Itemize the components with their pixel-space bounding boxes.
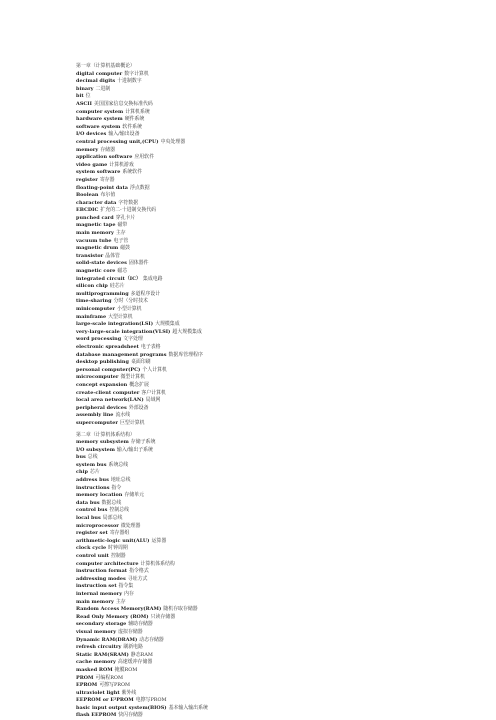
entry-definition: 数据总线 [101, 499, 122, 506]
entry-term: control unit [76, 553, 109, 559]
entry-term: Boolean [76, 192, 99, 199]
glossary-entry [76, 576, 476, 584]
entry-term: main memory [76, 230, 114, 237]
entry-definition: 寻址方式 [127, 575, 148, 582]
entry-definition: 虚拟存储器 [118, 628, 143, 635]
entry-term: electronic spreadsheet [76, 343, 139, 350]
glossary-entry [76, 545, 476, 553]
entry-term: hardware system [76, 116, 123, 123]
entry-definition: 流水线 [115, 412, 131, 419]
entry-term: character data [76, 199, 117, 206]
entry-definition: 扩充的二-十进制交换代码 [100, 207, 157, 214]
entry-definition: 电子表格 [140, 343, 161, 350]
entry-definition: 存储器 [100, 146, 115, 153]
glossary-entry [76, 230, 476, 238]
glossary-entry [76, 215, 476, 223]
glossary-entry [76, 523, 476, 531]
entry-definition: 计算机游戏 [109, 161, 134, 168]
glossary-entry [76, 507, 476, 515]
entry-term: masked ROM [76, 666, 113, 673]
entry-term: magnetic drum [76, 245, 119, 252]
entry-definition: 地址总线 [110, 477, 131, 484]
entry-term: PROM [76, 674, 94, 681]
entry-definition: 内存 [124, 590, 134, 597]
entry-term: ASCII [76, 100, 92, 107]
entry-definition: 磁芯 [117, 268, 128, 275]
entry-definition: 美国国家信息交换标准代码 [93, 100, 153, 107]
glossary-entry [76, 177, 476, 185]
entry-term: floating-point data [76, 184, 128, 191]
entry-term: local bus [76, 515, 101, 522]
entry-term: large-scale integration(LSI) [76, 321, 154, 328]
entry-term: mainframe [76, 313, 107, 320]
glossary-entry [76, 621, 476, 629]
glossary-body [76, 63, 476, 720]
entry-term: memory location [76, 492, 123, 499]
entry-term: vacuum tube [76, 237, 112, 244]
entry-term: main memory [76, 598, 114, 605]
entry-definition: 分时（分时技术 [113, 298, 148, 305]
glossary-entry [76, 321, 476, 329]
entry-definition: 字符数据 [118, 199, 139, 206]
entry-term: integrated circuit（IC） [76, 275, 141, 282]
glossary-entry [76, 298, 476, 306]
entry-term: microprocessor [76, 522, 119, 529]
entry-definition: 指令格式 [129, 568, 149, 575]
entry-definition: 时钟周期 [108, 545, 128, 552]
section-heading: 第一章（计算机基础概论） [76, 63, 135, 69]
glossary-entry [76, 268, 476, 276]
entry-term: Read Only Memory (ROM) [76, 613, 149, 620]
entry-term: transistor [76, 252, 104, 259]
entry-definition: 静态RAM [130, 651, 153, 658]
entry-definition: 随机存取存储器 [163, 606, 198, 613]
entry-definition: 系统软件 [122, 169, 142, 176]
entry-definition: 电子管 [113, 237, 129, 244]
glossary-entry [76, 712, 476, 720]
glossary-entry [76, 667, 476, 675]
glossary-entry [76, 500, 476, 508]
entry-term: memory subsystem [76, 439, 129, 446]
glossary-entry [76, 86, 476, 94]
glossary-entry [76, 359, 476, 367]
entry-definition: 超大规模集成 [172, 328, 202, 335]
glossary-entry [76, 238, 476, 246]
entry-definition: 只读存储器 [150, 613, 176, 620]
glossary-entry [76, 154, 476, 162]
glossary-entry [76, 260, 476, 268]
entry-definition: 刷新电路 [123, 644, 143, 651]
entry-definition: 存储子系统 [130, 439, 156, 446]
glossary-entry [76, 405, 476, 413]
glossary-entry [76, 306, 476, 314]
entry-term: system software [76, 169, 121, 176]
glossary-entry [76, 344, 476, 352]
glossary-entry [76, 477, 476, 485]
glossary-entry [76, 515, 476, 523]
entry-term: multiprogramming [76, 290, 129, 297]
entry-term: local area network(LAN) [76, 397, 144, 404]
entry-definition: 指令 [111, 484, 122, 491]
glossary-entry [76, 538, 476, 546]
glossary-entry [76, 591, 476, 599]
entry-definition: 基本输入输出系统 [168, 704, 208, 711]
entry-term: very-large-scale integration(VLSI) [76, 328, 171, 335]
entry-term: addressing modes [76, 575, 126, 582]
entry-definition: 晶体管 [105, 252, 120, 259]
entry-definition: 计算机系统 [125, 108, 150, 115]
entry-term: secondary storage [76, 621, 127, 628]
entry-term: binary [76, 85, 94, 92]
entry-definition: 二进制 [95, 85, 111, 92]
entry-definition: 软件系统 [122, 123, 142, 130]
glossary-entry [76, 412, 476, 420]
glossary-entry [76, 454, 476, 462]
entry-definition: 桌面印刷 [130, 359, 151, 366]
entry-definition: 大规模集成 [155, 321, 180, 328]
entry-term: bit [76, 93, 84, 100]
glossary-entry [76, 93, 476, 101]
entry-definition: 硅芯片 [109, 283, 125, 290]
entry-term: ultraviolet light [76, 689, 120, 696]
entry-definition: 寄存器 [99, 176, 115, 183]
entry-term: Random Access Memory(RAM) [76, 606, 162, 613]
entry-definition: 布尔值 [100, 192, 116, 199]
glossary-entry [76, 697, 476, 705]
entry-definition: 数字计算机 [124, 70, 149, 77]
entry-definition: 集成电路 [142, 275, 163, 282]
entry-definition: 芯片 [89, 469, 100, 476]
glossary-entry [76, 568, 476, 576]
entry-term: time-sharing [76, 298, 112, 305]
entry-definition: 紫外线 [121, 689, 137, 696]
glossary-entry [76, 139, 476, 147]
entry-definition: 位 [85, 93, 91, 100]
entry-definition: 数据库管理程序 [168, 351, 203, 358]
entry-term: register [76, 176, 98, 183]
entry-term: peripheral devices [76, 404, 127, 411]
entry-definition: 输入/输出设备 [108, 131, 140, 138]
section-heading: 第二章（计算机体系结构） [76, 431, 135, 438]
entry-term: decimal digits [76, 78, 116, 85]
entry-definition: 辅助存储器 [128, 621, 153, 628]
entry-definition: 运算器 [151, 537, 167, 544]
glossary-entry [76, 131, 476, 139]
entry-definition: 动态存储器 [139, 636, 164, 643]
entry-term: control bus [76, 507, 108, 514]
glossary-entry [76, 78, 476, 86]
entry-term: computer system [76, 108, 124, 115]
entry-term: EEPROM or E²PROM [76, 697, 134, 704]
glossary-entry [76, 390, 476, 398]
glossary-entry [76, 336, 476, 344]
entry-definition: 高速缓冲存储器 [117, 659, 153, 666]
entry-definition: 输入/输出子系统 [116, 446, 153, 453]
glossary-entry [76, 469, 476, 477]
glossary-entry [76, 245, 476, 253]
entry-definition: 控制总线 [109, 507, 130, 514]
entry-term: I/O devices [76, 131, 107, 138]
entry-term: desktop publishing [76, 359, 129, 366]
entry-definition: 主存 [115, 230, 126, 237]
glossary-entry [76, 629, 476, 637]
entry-term: concept expansion [76, 381, 128, 388]
entry-term: word processing [76, 336, 122, 343]
glossary-entry [76, 644, 476, 652]
entry-definition: 微型计算机 [120, 374, 146, 381]
glossary-entry [76, 439, 476, 447]
entry-term: arithmetic-logic unit(ALU) [76, 537, 150, 544]
glossary-entry [76, 606, 476, 614]
entry-definition: 中央处理器 [160, 138, 186, 145]
entry-term: create-client computer [76, 389, 140, 396]
glossary-entry [76, 374, 476, 382]
entry-term: I/O subsystem [76, 446, 115, 453]
entry-definition: 控制器 [110, 553, 126, 559]
entry-definition: 个人计算机 [142, 366, 167, 373]
entry-definition: 局域网 [145, 397, 161, 404]
entry-definition: 客户计算机 [141, 389, 166, 396]
entry-definition: 局部总线 [102, 515, 123, 522]
glossary-entry [76, 382, 476, 390]
glossary-entry [76, 705, 476, 713]
entry-term: cache memory [76, 659, 116, 666]
glossary-entry [76, 283, 476, 291]
entry-term: silicon chip [76, 283, 108, 290]
glossary-entry [76, 116, 476, 124]
entry-term: central processing unit,(CPU) [76, 138, 159, 145]
glossary-entry [76, 659, 476, 667]
entry-term: application software [76, 154, 133, 161]
entry-definition: 磁鼓 [120, 245, 131, 252]
entry-term: bus [76, 454, 86, 461]
entry-term: clock cycle [76, 545, 107, 552]
entry-definition: 多道程序设计 [130, 290, 161, 297]
entry-term: instruction set [76, 583, 117, 590]
entry-term: visual memory [76, 628, 117, 635]
glossary-entry [76, 583, 476, 591]
glossary-entry [76, 553, 476, 561]
entry-definition: 指令集 [118, 583, 134, 590]
entry-definition: 概念扩展 [129, 381, 149, 388]
glossary-entry [76, 147, 476, 155]
entry-term: EPROM [76, 682, 98, 689]
glossary-entry [76, 169, 476, 177]
glossary-entry [76, 492, 476, 500]
entry-term: personal computer(PC) [76, 366, 141, 373]
glossary-entry [76, 397, 476, 405]
glossary-entry [76, 462, 476, 470]
glossary-entry [76, 530, 476, 538]
glossary-entry [76, 276, 476, 284]
entry-definition: 大型计算机 [108, 313, 133, 320]
entry-definition: 存储单元 [124, 492, 145, 499]
entry-term: video game [76, 161, 108, 168]
entry-term: database management programs [76, 351, 167, 358]
entry-term: computer architecture [76, 560, 139, 567]
entry-term: microcomputer [76, 374, 119, 381]
entry-definition: 固体器件 [128, 260, 149, 267]
glossary-entry [76, 222, 476, 230]
entry-term: register set [76, 530, 108, 537]
entry-definition: 外部设备 [128, 404, 149, 411]
entry-term: memory [76, 146, 99, 153]
entry-term: internal memory [76, 590, 123, 597]
glossary-entry [76, 637, 476, 645]
glossary-entry [76, 207, 476, 215]
glossary-entry [76, 185, 476, 193]
entry-term: EBCDIC [76, 207, 99, 214]
entry-definition: 可编程ROM [95, 674, 123, 681]
entry-definition: 总线 [87, 454, 98, 461]
glossary-entry [76, 675, 476, 683]
entry-term: punched card [76, 214, 114, 221]
entry-term: instructions [76, 484, 110, 491]
entry-term: magnetic tape [76, 222, 116, 229]
entry-term: supercomputer [76, 419, 119, 426]
glossary-entry [76, 101, 476, 109]
entry-term: minicomputer [76, 306, 116, 312]
entry-definition: 穿孔卡片 [115, 214, 136, 221]
entry-term: magnetic core [76, 268, 116, 275]
entry-term: solid-state devices [76, 260, 127, 267]
entry-term: digital computer [76, 70, 123, 77]
entry-definition: 小型计算机 [117, 306, 142, 312]
glossary-entry [76, 447, 476, 455]
entry-term: address bus [76, 477, 109, 484]
entry-term: chip [76, 469, 88, 476]
entry-definition: 微处理器 [120, 522, 141, 529]
entry-term: data bus [76, 499, 100, 506]
entry-definition: 巨型计算机 [120, 419, 145, 426]
entry-term: Static RAM(SRAM) [76, 651, 129, 658]
entry-definition: 掩膜ROM [114, 666, 138, 673]
entry-term: system bus [76, 461, 107, 468]
entry-term: basic input output system(BIOS) [76, 704, 167, 711]
entry-definition: 主存 [115, 598, 126, 605]
entry-term: assembly line [76, 412, 114, 419]
entry-definition: 电擦写PROM [135, 697, 167, 704]
entry-term: flash EEPROM [76, 712, 117, 719]
entry-term: software system [76, 123, 121, 130]
entry-definition: 十进制数字 [117, 78, 142, 85]
glossary-entry [76, 682, 476, 690]
entry-definition: 浮点数据 [129, 184, 150, 191]
entry-definition: 磁带 [117, 222, 128, 229]
entry-term: refresh circuitry [76, 644, 122, 651]
entry-definition: 应用软件 [134, 154, 155, 161]
entry-definition: 硬件系统 [124, 116, 145, 123]
entry-definition: 快闪存储器 [118, 712, 143, 719]
entry-definition: 寄存器组 [109, 530, 130, 537]
entry-definition: 系统总线 [108, 461, 129, 468]
entry-definition: 文字处理 [123, 336, 143, 343]
entry-definition: 计算机体系结构 [140, 560, 175, 567]
entry-term: instruction format [76, 568, 128, 575]
entry-definition: 可擦写PROM [99, 682, 131, 689]
glossary-entry [76, 420, 476, 428]
entry-term: Dynamic RAM(DRAM) [76, 636, 138, 643]
glossary-entry [76, 192, 476, 200]
